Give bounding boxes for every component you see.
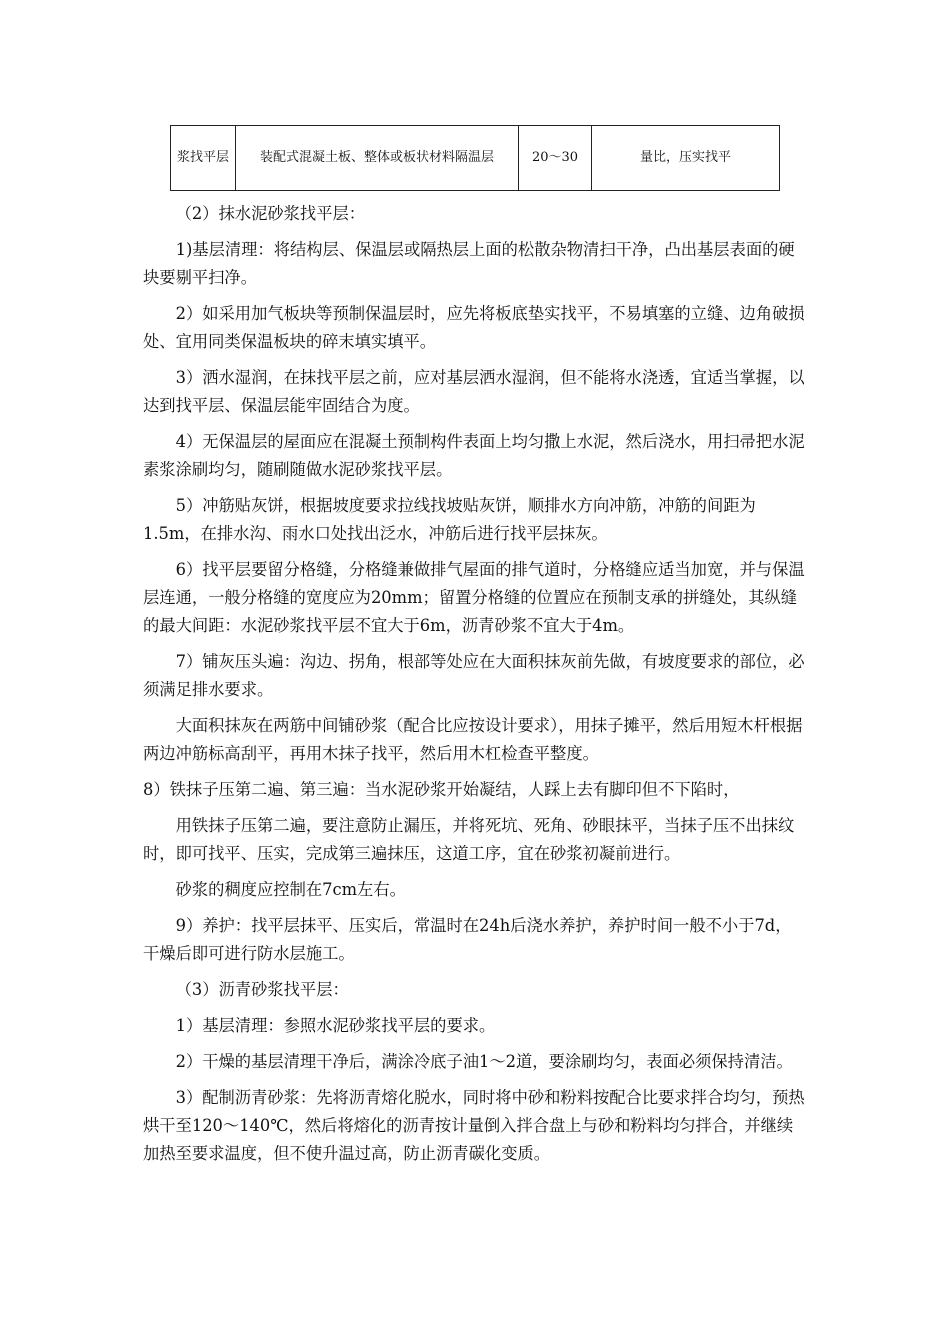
base-cell: 装配式混凝土板、整体或板状材料隔温层 [236,126,519,191]
thickness-cell: 20～30 [519,126,592,191]
paragraph: 用铁抹子压第二遍，要注意防止漏压，并将死坑、死角、砂眼抹平，当抹子压不出抹纹时，即可找平、压实，完成第三遍抹压，这道工序，宜在砂浆初凝前进行。 [143,816,795,863]
paragraph: 7）铺灰压头遍：沟边、拐角，根部等处应在大面积抹灰前先做，有坡度要求的部位，必须满足排水要求。 [143,652,805,699]
paragraph: 2）干燥的基层清理干净后，满涂冷底子油1～2道，要涂刷均匀，表面必须保持清洁。 [175,1052,793,1071]
paragraph: 砂浆的稠度应控制在7cm左右。 [175,880,406,899]
method-cell: 量比，压实找平 [592,126,780,191]
paragraph: 9）养护：找平层抹平、压实后，常温时在24h后浇水养护，养护时间一般不小于7d，干燥后即可进行防水层施工。 [143,916,792,963]
paragraph: 6）找平层要留分格缝，分格缝兼做排气屋面的排气道时，分格缝应适当加宽，并与保温层连通，一般分格缝的宽度应为20mm；留置分格缝的位置应在预制支承的拼缝处，其纵缝的最大间距：水泥砂浆找平层不宜大于6m，沥青砂浆不宜大于4m。 [143,560,805,635]
body-text [143,200,805,1168]
paragraph: 1)基层清理：将结构层、保温层或隔热层上面的松散杂物清扫干净，凸出基层表面的硬块要剔平扫净。 [143,240,795,287]
paragraph: 1）基层清理：参照水泥砂浆找平层的要求。 [175,1016,496,1035]
paragraph: 5）冲筋贴灰饼，根据坡度要求拉线找坡贴灰饼，顺排水方向冲筋，冲筋的间距为1.5m，在排水沟、雨水口处找出泛水，冲筋后进行找平层抹灰。 [143,496,756,543]
paragraph: 8）铁抹子压第二遍、第三遍：当水泥砂浆开始凝结，人踩上去有脚印但不下陷时， [143,780,740,799]
paragraph: 大面积抹灰在两筋中间铺砂浆（配合比应按设计要求），用抹子摊平，然后用短木杆根据两边冲筋标高刮平，再用木抹子找平，然后用木杠检查平整度。 [143,716,803,763]
table-row [171,126,780,191]
paragraph: 3）洒水湿润，在抹找平层之前，应对基层洒水湿润，但不能将水浇透，宜适当掌握，以达到找平层、保温层能牢固结合为度。 [143,368,805,415]
paragraph: 2）如采用加气板块等预制保温层时，应先将板底垫实找平，不易填塞的立缝、边角破损处、宜用同类保温板块的碎末填实填平。 [143,304,805,351]
paragraph: 3）配制沥青砂浆：先将沥青熔化脱水，同时将中砂和粉料按配合比要求拌合均匀，预热烘干至120～140℃，然后将熔化的沥青按计量倒入拌合盘上与砂和粉料均匀拌合，并继续加热至要求温度，但不使升温过高，防止沥青碳化变质。 [143,1088,805,1163]
spec-table [170,125,780,191]
section-heading-2: （2）抹水泥砂浆找平层： [175,204,366,223]
section-heading-3: （3）沥青砂浆找平层： [175,980,349,999]
paragraph: 4）无保温层的屋面应在混凝土预制构件表面上均匀撒上水泥，然后浇水，用扫帚把水泥素浆涂刷均匀，随刷随做水泥砂浆找平层。 [143,432,805,479]
layer-cell: 浆找平层 [171,126,236,191]
